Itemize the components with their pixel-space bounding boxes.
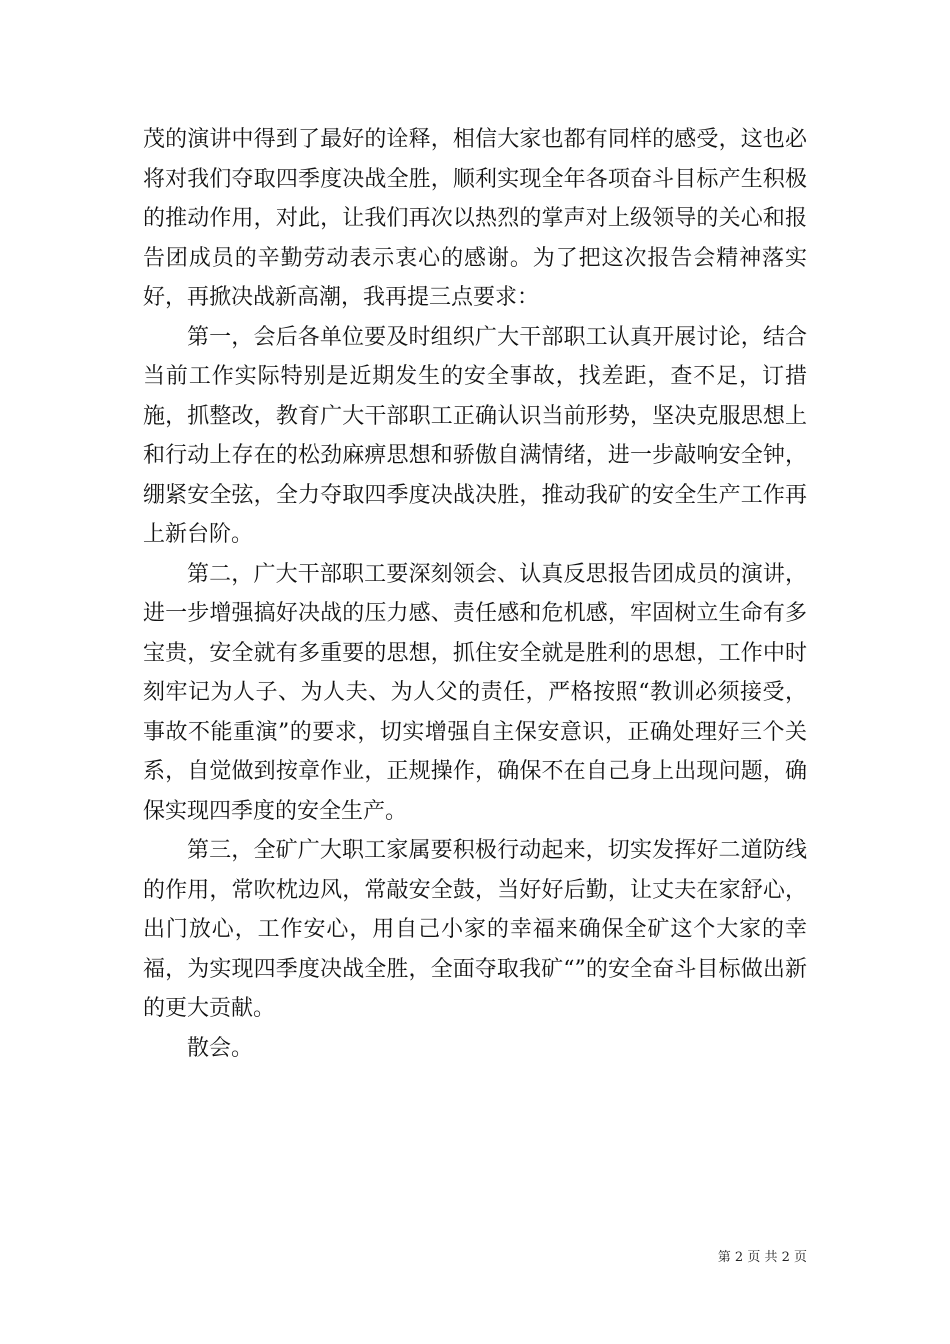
- paragraph-second-requirement: 第二，广大干部职工要深刻领会、认真反思报告团成员的演讲，进一步增强搞好决战的压力感、责任感和危机感，牢固树立生命有多宝贵，安全就有多重要的思想，抓住安全就是胜利的思想，工作中时刻牢记为人子、为人夫、为人父的责任，严格按照“教训必须接受，事故不能重演”的要求，切实增强自主保安意识，正确处理好三个关系，自觉做到按章作业，正规操作，确保不在自己身上出现问题，确保实现四季度的安全生产。: [143, 561, 807, 824]
- document-body: [143, 120, 807, 1068]
- paragraph-third-requirement: 第三，全矿广大职工家属要积极行动起来，切实发挥好二道防线的作用，常吹枕边风，常敲安全鼓，当好好后勤，让丈夫在家舒心，出门放心，工作安心，用自己小家的幸福来确保全矿这个大家的幸福，为实现四季度决战全胜，全面夺取我矿“”的安全奋斗目标做出新的更大贡献。: [143, 838, 807, 1021]
- paragraph-continued: 茂的演讲中得到了最好的诠释，相信大家也都有同样的感受，这也必将对我们夺取四季度决战全胜，顺利实现全年各项奋斗目标产生积极的推动作用，对此，让我们再次以热烈的掌声对上级领导的关心和报告团成员的辛勤劳动表示衷心的感谢。为了把这次报告会精神落实好，再掀决战新高潮，我再提三点要求：: [143, 127, 807, 310]
- page-number: 第 2 页 共 2 页: [717, 1250, 807, 1265]
- paragraph-closing: 散会。: [187, 1035, 254, 1061]
- paragraph-first-requirement: 第一，会后各单位要及时组织广大干部职工认真开展讨论，结合当前工作实际特别是近期发生的安全事故，找差距，查不足，订措施，抓整改，教育广大干部职工正确认识当前形势，坚决克服思想上和行动上存在的松劲麻痹思想和骄傲自满情绪，进一步敲响安全钟，绷紧安全弦，全力夺取四季度决战决胜，推动我矿的安全生产工作再上新台阶。: [143, 324, 807, 547]
